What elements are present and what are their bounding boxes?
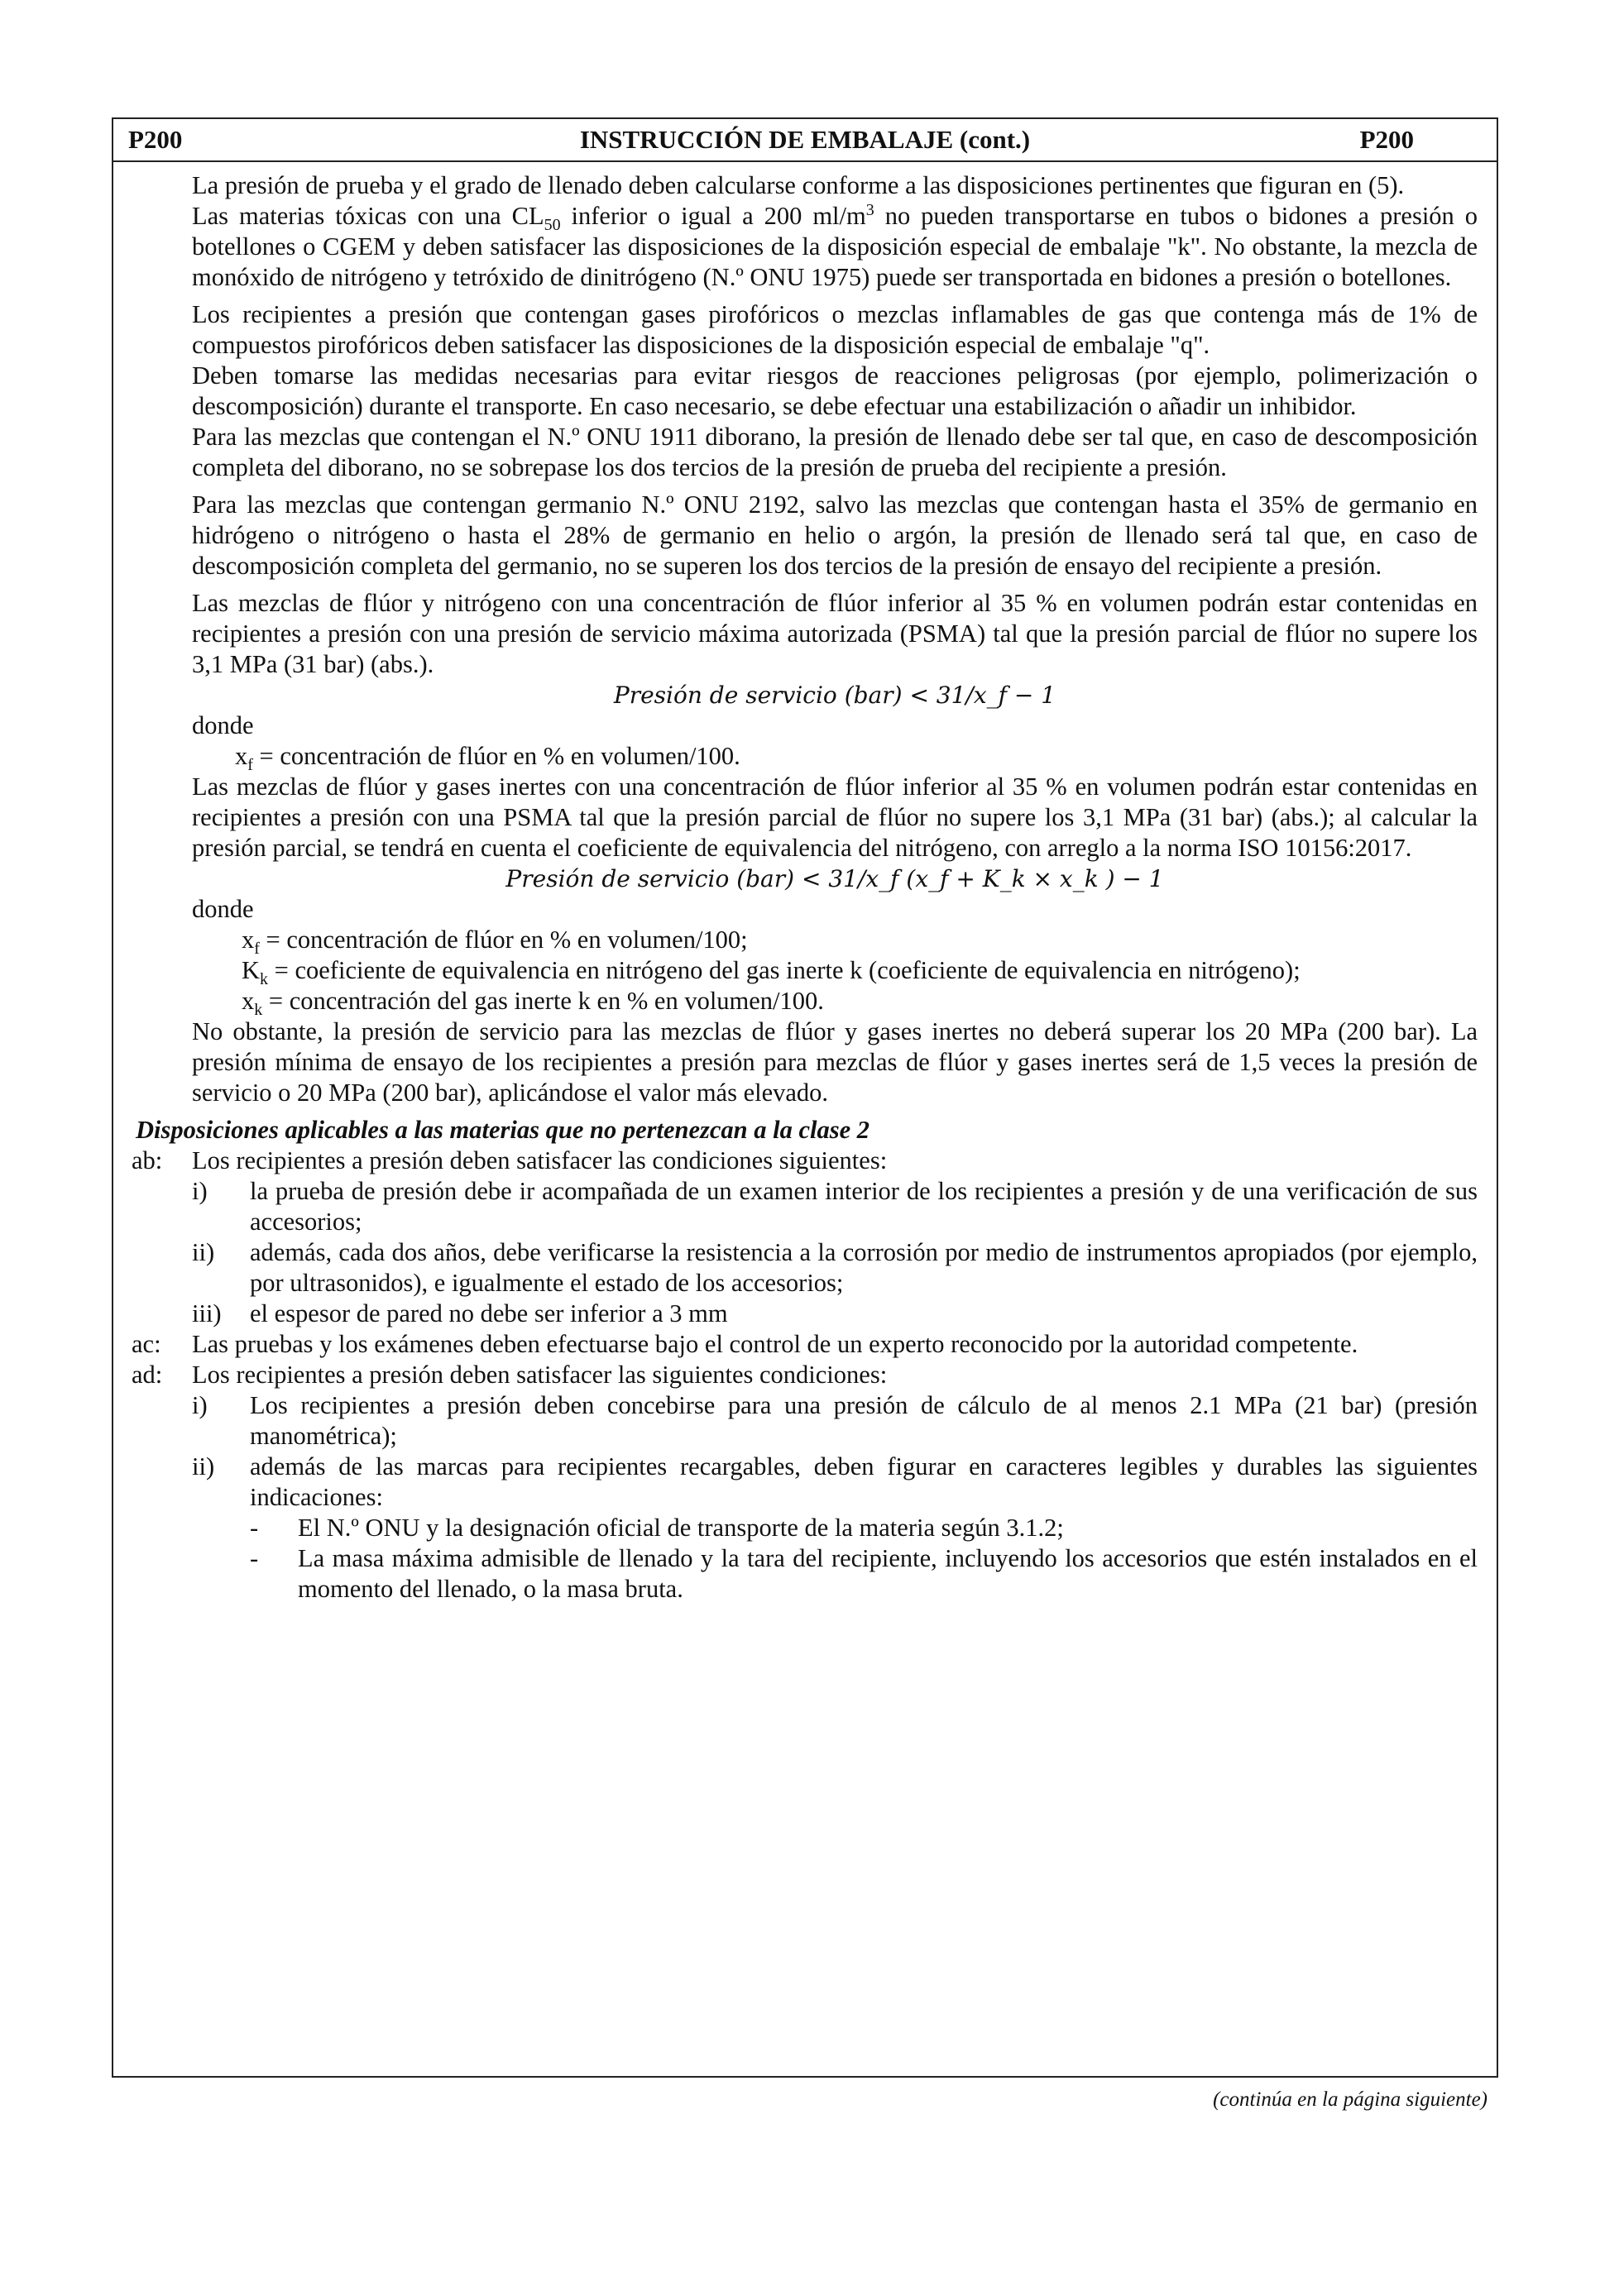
donde-label-2: donde xyxy=(192,895,254,923)
donde-label-1: donde xyxy=(192,711,254,739)
table-header xyxy=(113,119,1497,162)
header-code-right: P200 xyxy=(1359,125,1414,154)
paragraph-toxic-materials: Las materias tóxicas con una $CL_{50}$ inferior o igual a 200 $ml/m^3$ no pueden transportarse en tubos o bidones a presión o botellones o CGEM y deben satisfacer las disposiciones de la disposición especial de embalaje "k". No obstante, la mezcla de monóxido de nitrógeno y tetróxido de dinitrógeno (N.º ONU 1975) puede ser transportada en bidones a presión o botellones. xyxy=(192,200,1478,291)
provision-ab-i: i) la prueba de presión debe ir acompañada de un examen interior de los recipientes a presión y de una verificación de sus accesorios; xyxy=(192,1177,1478,1236)
provision-ad-ii-dash-1: - El N.º ONU y la designación oficial de transporte de la materia según 3.1.2; xyxy=(250,1514,1064,1542)
paragraph-pyrophoric: Los recipientes a presión que contengan gases pirofóricos o mezclas inflamables de gas que contenga más de 1% de compuestos pirofóricos deben satisfacer las disposiciones de la disposición especial de embalaje "q". xyxy=(192,300,1478,359)
provision-ad-ii-dash-2: - La masa máxima admisible de llenado y la tara del recipiente, incluyendo los accesorios que estén instalados en el momento del llenado, o la masa bruta. xyxy=(250,1544,1478,1603)
definition-kk: $K_k$ = coeficiente de equivalencia en nitrógeno del gas inerte k (coeficiente de equivalencia en nitrógeno); xyxy=(242,956,1301,989)
header-code-left: P200 xyxy=(128,125,183,154)
definition-xk: $x_k$ = concentración del gas inerte k en % en volumen/100. xyxy=(242,987,824,1020)
provision-ac: ac: Las pruebas y los exámenes deben efectuarse bajo el control de un experto reconocido por la autoridad competente. xyxy=(132,1330,1358,1358)
paragraph-germanium: Para las mezclas que contengan germanio N.º ONU 2192, salvo las mezclas que contengan hasta el 35% de germanio en hidrógeno o nitrógeno o hasta el 28% de germanio en helio o argón, la presión de llenado será tal que, en caso de descomposición completa del germanio, no se superen los dos tercios de la presión de ensayo del recipiente a presión. xyxy=(192,490,1478,580)
provision-ab-iii: iii) el espesor de pared no debe ser inferior a 3 mm xyxy=(192,1299,728,1327)
paragraph-reactions: Deben tomarse las medidas necesarias para evitar riesgos de reacciones peligrosas (por ejemplo, polimerización o descomposición) durante el transporte. En caso necesario, se debe efectuar una estabilización o añadir un inhibidor. xyxy=(192,361,1478,420)
continuation-note: (continúa en la página siguiente) xyxy=(1213,2088,1487,2111)
section-heading-non-class-2: Disposiciones aplicables a las materias que no pertenezcan a la clase 2 xyxy=(136,1116,870,1144)
provision-ad-ii: ii) además de las marcas para recipientes recargables, deben figurar en caracteres legibles y durables las siguientes indicaciones: xyxy=(192,1452,1478,1511)
table-content xyxy=(132,170,1478,1605)
header-title: INSTRUCCIÓN DE EMBALAJE (cont.) xyxy=(579,125,1031,154)
provision-text: Los recipientes a presión deben satisfacer las condiciones siguientes: xyxy=(192,1146,888,1174)
paragraph-max-pressure: No obstante, la presión de servicio para las mezclas de flúor y gases inertes no deberá superar los 20 MPa (200 bar). La presión mínima de ensayo de los recipientes a presión para mezclas de flúor y gases inertes será de 1,5 veces la presión de servicio o 20 MPa (200 bar), aplicándose el valor más elevado. xyxy=(192,1017,1478,1107)
provision-ad-i: i) Los recipientes a presión deben concebirse para una presión de cálculo de al menos 2.1 MPa (21 bar) (presión manométrica); xyxy=(192,1391,1478,1450)
paragraph-diborane: Para las mezclas que contengan el N.º ONU 1911 diborano, la presión de llenado debe ser tal que, en caso de descomposición completa del diborano, no se sobrepase los dos tercios de la presión de prueba del recipiente a presión. xyxy=(192,423,1478,481)
formula-service-pressure-2: Presión de servicio (bar) < 31/x_f (x_f + K_k × x_k ) − 1 xyxy=(505,865,1164,892)
instruction-table xyxy=(112,117,1498,2078)
paragraph-fluorine-nitrogen: Las mezclas de flúor y nitrógeno con una concentración de flúor inferior al 35 % en volumen podrán estar contenidas en recipientes a presión con una presión de servicio máxima autorizada (PSMA) tal que la presión parcial de flúor no supere los 3,1 MPa (31 bar) (abs.). xyxy=(192,589,1478,678)
formula-service-pressure-1: Presión de servicio (bar) < 31/x_f − 1 xyxy=(613,682,1056,709)
provision-ab-ii: ii) además, cada dos años, debe verificarse la resistencia a la corrosión por medio de instrumentos apropiados (por ejemplo, por ultrasonidos), e igualmente el estado de los accesorios; xyxy=(192,1238,1478,1297)
definition-xf-2: $x_f$ = concentración de flúor en % en volumen/100; xyxy=(242,926,748,959)
provision-label: ab: xyxy=(132,1146,163,1174)
definition-xf-1: $x_f$ = concentración de flúor en % en volumen/100. xyxy=(235,742,740,775)
provision-ad: ad: Los recipientes a presión deben satisfacer las siguientes condiciones: xyxy=(132,1361,888,1389)
provision-ab xyxy=(132,1146,1478,1176)
paragraph-fluorine-inert: Las mezclas de flúor y gases inertes con una concentración de flúor inferior al 35 % en volumen podrán estar contenidas en recipientes a presión con una PSMA tal que la presión parcial de flúor no supere los 3,1 MPa (31 bar) (abs.); al calcular la presión parcial, se tendrá en cuenta el coeficiente de equivalencia del nitrógeno, con arreglo a la norma ISO 10156:2017. xyxy=(192,773,1478,862)
paragraph-test-pressure: La presión de prueba y el grado de llenado deben calcularse conforme a las disposiciones pertinentes que figuran en (5). xyxy=(192,171,1405,199)
